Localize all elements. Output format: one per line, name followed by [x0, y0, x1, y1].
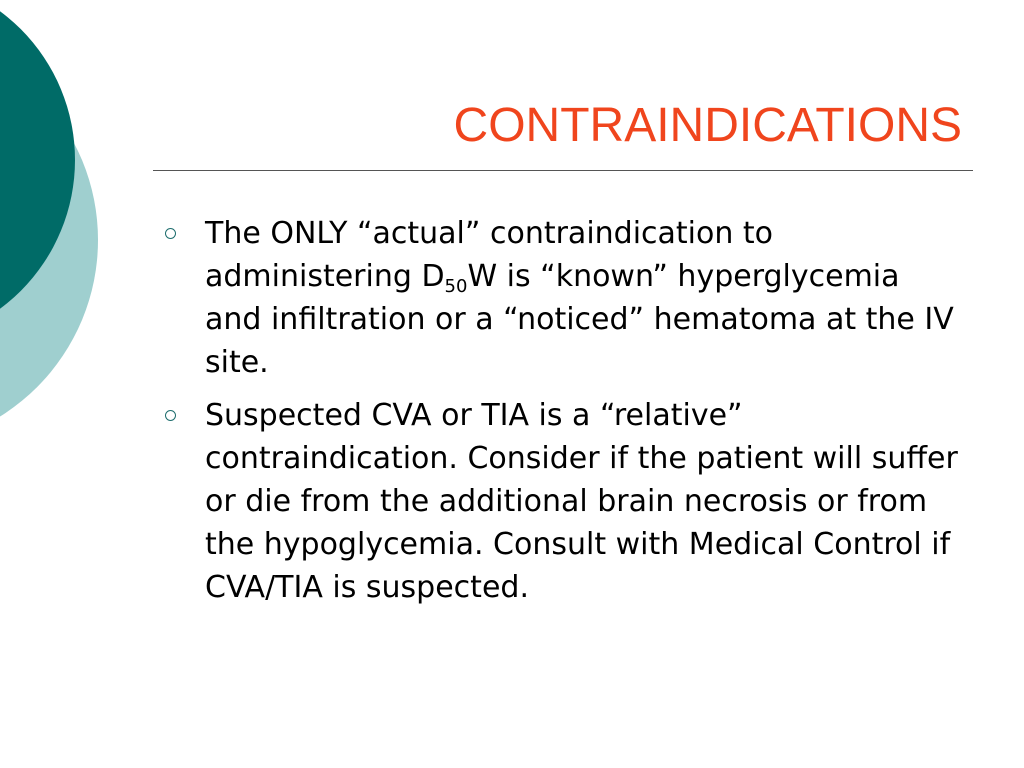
bullet-text-part-2: W is “known” hyperglycemia and infiltration or a “noticed” hematoma at the IV site. — [205, 259, 954, 380]
bullet-item-contraindication — [165, 212, 965, 384]
bullet-item-relative-contraindication — [165, 394, 965, 609]
bullet-text: Suspected CVA or TIA is a “relative” contraindication. Consider if the patient will suffer or die from the additional brain necrosis or from the hypoglycemia. Consult with Medical Control if CVA/TIA is suspected. — [205, 398, 958, 605]
bullet-list — [165, 212, 965, 619]
bullet-text-part-1: The ONLY “actual” contraindication to administering D — [205, 216, 774, 294]
bullet-subscript: 50 — [444, 276, 468, 297]
title-divider — [153, 170, 973, 171]
hollow-circle-bullet-icon — [165, 410, 176, 421]
hollow-circle-bullet-icon — [165, 228, 176, 239]
decorative-circles — [0, 0, 110, 420]
slide-title: CONTRAINDICATIONS — [453, 99, 962, 152]
